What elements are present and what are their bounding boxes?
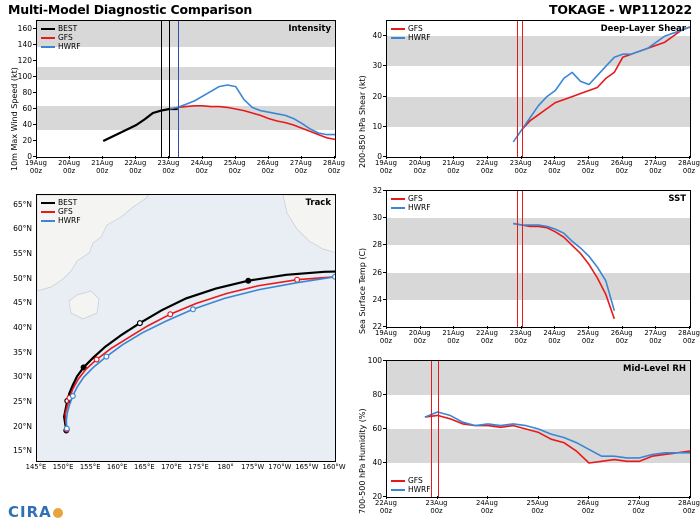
legend-swatch-hwrf [391, 489, 405, 491]
legend-label-hwrf: HWRF [58, 42, 81, 51]
legend-swatch-gfs [391, 198, 405, 200]
x-axis-tick: 26Aug 00z [256, 159, 279, 175]
x-axis-tick: 19Aug 00z [25, 159, 47, 175]
lat-tick: 40°N [13, 323, 32, 332]
legend-swatch-gfs [41, 37, 55, 39]
shear-title: Deep-Layer Shear [600, 24, 686, 34]
y-axis-tick: 60 [372, 424, 382, 433]
track-marker [138, 321, 143, 326]
sst-title: SST [668, 194, 686, 204]
track-panel [0, 190, 345, 490]
y-axis-tick-mark [33, 44, 36, 45]
y-axis-tick-mark [33, 140, 36, 141]
track-marker [168, 312, 173, 317]
track-title: Track [305, 198, 331, 208]
y-axis-tick-mark [383, 96, 386, 97]
x-axis-tick: 25Aug 00z [577, 159, 599, 175]
x-axis-tick: 27Aug 00z [644, 329, 667, 345]
x-axis-tick: 22Aug 00z [124, 159, 147, 175]
y-axis-tick-mark [383, 244, 386, 245]
intensity-ylabel: 10m Max Wind Speed (kt) [10, 67, 19, 171]
lon-tick: 165°W [295, 463, 319, 471]
y-axis-tick: 24 [372, 294, 382, 304]
legend-swatch-hwrf [41, 220, 55, 222]
track-line [64, 271, 336, 431]
legend-label-best: BEST [58, 198, 78, 207]
lon-tick: 175°E [188, 463, 209, 471]
y-axis-tick-mark [383, 299, 386, 300]
x-axis-tick: 23Aug 00z [157, 159, 180, 175]
rh-ylabel: 700-500 hPa Humidity (%) [358, 408, 367, 514]
track-marker [104, 354, 109, 359]
x-axis-tick: 20Aug 00z [58, 159, 81, 175]
x-axis-tick: 28Aug 00z [678, 499, 700, 515]
rh-plot [386, 360, 691, 498]
legend-swatch-gfs [391, 28, 405, 30]
y-axis-tick: 80 [372, 390, 382, 399]
lon-tick: 170°W [268, 463, 292, 471]
shear-ylabel: 200-850 hPa Shear (kt) [358, 75, 367, 168]
y-axis-tick-mark [383, 360, 386, 361]
legend-label-gfs: GFS [408, 476, 423, 485]
track-marker [246, 278, 251, 283]
y-axis-tick-mark [383, 394, 386, 395]
reference-line [522, 21, 523, 157]
sst-legend [391, 194, 431, 212]
lon-tick: 150°E [52, 463, 74, 471]
y-axis-tick-mark [383, 462, 386, 463]
lat-tick: 60°N [13, 224, 32, 234]
rh-title: Mid-Level RH [622, 364, 686, 374]
y-axis-tick: 120 [17, 56, 32, 65]
shear-plot [386, 20, 691, 158]
track-marker [94, 357, 99, 362]
rh-legend [391, 476, 431, 494]
series-line [425, 412, 690, 458]
y-axis-tick-mark [33, 28, 36, 29]
reference-line [522, 191, 523, 327]
y-axis-tick: 32 [372, 186, 382, 195]
x-axis-tick: 23Aug 00z [509, 329, 532, 345]
y-axis-tick: 40 [372, 31, 382, 41]
lon-tick: 170°E [161, 463, 182, 471]
lat-tick: 15°N [13, 446, 32, 456]
x-axis-tick: 26Aug 00z [610, 159, 633, 175]
intensity-plot [36, 20, 336, 158]
legend-label-hwrf: HWRF [408, 203, 431, 212]
y-axis-tick-mark [33, 124, 36, 125]
lon-tick: 180° [217, 463, 234, 471]
legend-label-hwrf: HWRF [408, 485, 431, 494]
y-axis-tick-mark [33, 60, 36, 61]
x-axis-tick: 24Aug 00z [543, 329, 566, 345]
y-axis-tick: 160 [17, 24, 32, 33]
series-line [522, 27, 690, 130]
legend-label-gfs: GFS [408, 194, 423, 203]
x-axis-tick: 27Aug 00z [644, 159, 667, 175]
y-axis-tick: 28 [372, 240, 382, 250]
y-axis-tick-mark [33, 108, 36, 109]
y-axis-tick: 10 [372, 121, 382, 131]
x-axis-tick: 21Aug 00z [442, 329, 465, 345]
legend-label-gfs: GFS [58, 207, 73, 216]
x-axis-tick: 21Aug 00z [442, 159, 465, 175]
legend-swatch-best [41, 202, 55, 204]
y-axis-tick: 20 [22, 136, 32, 145]
y-axis-tick-mark [383, 126, 386, 127]
shear-legend [391, 24, 431, 42]
y-axis-tick-mark [383, 65, 386, 66]
legend-swatch-hwrf [391, 207, 405, 209]
x-axis-tick: 21Aug 00z [91, 159, 114, 175]
lon-tick: 165°E [134, 463, 155, 471]
y-axis-tick: 100 [17, 72, 32, 81]
x-axis-tick: 19Aug 00z [375, 159, 397, 175]
y-axis-tick: 80 [22, 88, 32, 97]
series-line [169, 85, 335, 135]
x-axis-tick: 19Aug 00z [375, 329, 397, 345]
y-axis-tick: 40 [22, 120, 32, 129]
page-title: Multi-Model Diagnostic Comparison [8, 2, 253, 17]
x-axis-tick: 20Aug 00z [408, 159, 431, 175]
reference-line [438, 361, 439, 497]
x-axis-tick: 23Aug 00z [509, 159, 532, 175]
y-axis-tick: 100 [367, 356, 382, 365]
y-axis-tick: 26 [372, 267, 382, 277]
x-axis-tick: 24Aug 00z [476, 499, 498, 515]
lat-tick: 30°N [13, 372, 32, 382]
lon-tick: 145°E [25, 463, 47, 471]
lat-tick: 45°N [13, 298, 32, 308]
lon-tick: 160°W [322, 463, 346, 471]
reference-line [517, 21, 518, 157]
lon-tick: 160°E [106, 463, 128, 471]
y-axis-tick: 20 [372, 492, 382, 501]
legend-label-hwrf: HWRF [408, 33, 431, 42]
cira-logo-text: CIRA [8, 503, 52, 521]
lat-tick: 35°N [13, 347, 32, 357]
x-axis-tick: 20Aug 00z [408, 329, 431, 345]
lat-tick: 50°N [13, 273, 32, 283]
y-axis-tick-mark [383, 428, 386, 429]
track-marker [64, 426, 69, 431]
y-axis-tick-mark [383, 35, 386, 36]
legend-label-best: BEST [58, 24, 78, 33]
legend-swatch-gfs [41, 211, 55, 213]
x-axis-tick: 26Aug 00z [577, 499, 599, 515]
series-line [513, 27, 690, 142]
shear-panel [348, 16, 700, 186]
y-axis-tick-mark [383, 190, 386, 191]
x-axis-tick: 26Aug 00z [610, 329, 633, 345]
sst-plot [386, 190, 691, 328]
series-line [103, 109, 178, 141]
legend-label-hwrf: HWRF [58, 216, 81, 225]
sst-panel [348, 186, 700, 356]
x-axis-tick: 25Aug 00z [526, 499, 549, 515]
lat-tick: 65°N [13, 199, 32, 209]
x-axis-tick: 22Aug 00z [476, 159, 498, 175]
x-axis-tick: 22Aug 00z [476, 329, 498, 345]
sst-ylabel: Sea Surface Temp (C) [358, 247, 367, 334]
cira-logo-dot [53, 508, 63, 518]
intensity-title: Intensity [288, 24, 331, 34]
lon-tick: 175°W [241, 463, 265, 471]
y-axis-tick-mark [33, 76, 36, 77]
legend-label-gfs: GFS [58, 33, 73, 42]
track-marker [70, 394, 75, 399]
cira-logo [8, 503, 63, 521]
legend-swatch-hwrf [391, 37, 405, 39]
x-axis-tick: 25Aug 00z [223, 159, 246, 175]
track-marker [333, 274, 336, 279]
x-axis-tick: 28Aug 00z [678, 329, 700, 345]
x-axis-tick: 22Aug 00z [375, 499, 397, 515]
x-axis-tick: 27Aug 00z [289, 159, 312, 175]
lat-tick: 55°N [13, 249, 32, 259]
reference-line [431, 361, 432, 497]
x-axis-tick: 24Aug 00z [190, 159, 213, 175]
reference-line [178, 21, 179, 157]
legend-swatch-best [41, 28, 55, 30]
x-axis-tick: 28Aug 00z [323, 159, 345, 175]
y-axis-tick-mark [383, 217, 386, 218]
y-axis-tick: 20 [372, 91, 382, 101]
track-line [65, 275, 336, 430]
y-axis-tick: 140 [17, 40, 32, 49]
intensity-legend [41, 24, 81, 51]
track-marker [191, 307, 196, 312]
lat-tick: 20°N [13, 421, 32, 431]
y-axis-tick: 22 [372, 322, 382, 331]
reference-line [161, 21, 162, 157]
y-axis-tick-mark [383, 272, 386, 273]
lon-tick: 155°E [79, 463, 101, 471]
reference-line [169, 21, 170, 157]
track-line [66, 273, 336, 429]
y-axis-tick: 0 [27, 152, 32, 161]
track-plot [36, 194, 336, 462]
x-axis-tick: 24Aug 00z [543, 159, 566, 175]
x-axis-tick: 28Aug 00z [678, 159, 700, 175]
y-axis-tick: 30 [372, 61, 382, 71]
x-axis-tick: 23Aug 00z [425, 499, 448, 515]
x-axis-tick: 25Aug 00z [577, 329, 599, 345]
y-axis-tick: 30 [372, 213, 382, 223]
intensity-panel [0, 16, 345, 186]
track-marker [295, 277, 300, 282]
legend-swatch-hwrf [41, 46, 55, 48]
y-axis-tick: 60 [22, 104, 32, 113]
track-legend [41, 198, 81, 225]
storm-id-title: TOKAGE - WP112022 [549, 2, 692, 17]
series-line [169, 106, 335, 140]
landmass [69, 291, 99, 319]
lat-tick: 25°N [13, 396, 32, 406]
reference-line [517, 191, 518, 327]
legend-label-gfs: GFS [408, 24, 423, 33]
y-axis-tick: 0 [377, 152, 382, 161]
y-axis-tick-mark [33, 92, 36, 93]
legend-swatch-gfs [391, 480, 405, 482]
x-axis-tick: 27Aug 00z [627, 499, 650, 515]
rh-panel [348, 356, 700, 526]
y-axis-tick: 40 [372, 458, 382, 467]
